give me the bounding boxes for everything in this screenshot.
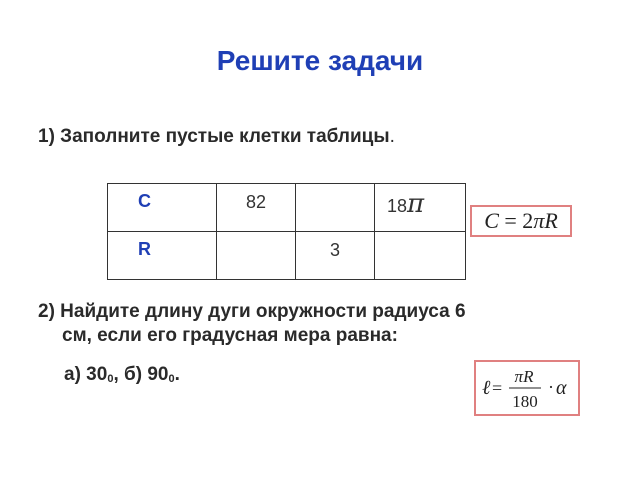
- task-2-line-1: 2) Найдите длину дуги окружности радиуса 6: [38, 301, 466, 322]
- table-row-r: [108, 232, 466, 280]
- degree-mark-b: 0: [168, 373, 175, 385]
- page-title: Решите задачи: [216, 45, 424, 76]
- arc-denominator: 180: [512, 392, 538, 411]
- arc-alpha: α: [556, 377, 567, 399]
- arc-numerator: πR: [514, 367, 534, 386]
- row-label-r: R: [108, 232, 217, 280]
- option-a: а) 30: [64, 364, 108, 385]
- values-table: [107, 183, 466, 280]
- row-label-c: C: [108, 184, 217, 232]
- cell-c-2: [296, 184, 375, 232]
- arc-times: ·: [548, 377, 554, 397]
- task-2-text: [38, 300, 598, 348]
- circumference-formula: [470, 205, 572, 237]
- cell-c-3-number: 18: [387, 196, 408, 216]
- task-1-period: .: [389, 126, 395, 147]
- table-row-c: [108, 184, 466, 232]
- arc-formula-svg: [476, 362, 578, 414]
- arc-lhs: ℓ: [482, 377, 491, 399]
- task-1-text: [38, 126, 395, 148]
- cell-c-1: 82: [217, 184, 296, 232]
- options-period: .: [174, 364, 180, 385]
- degree-mark-a: 0: [107, 373, 114, 385]
- task-1-label: 1) Заполните пустые клетки таблицы: [38, 126, 390, 147]
- arc-length-formula: [474, 360, 580, 416]
- cell-r-1: [217, 232, 296, 280]
- cell-r-2: 3: [296, 232, 375, 280]
- task-2-line-2: см, если его градусная мера равна:: [62, 325, 398, 346]
- cell-c-3: [375, 184, 466, 232]
- pi-symbol: π: [407, 189, 425, 219]
- formula-eq-2: = 2: [498, 208, 534, 233]
- cell-r-3: [375, 232, 466, 280]
- formula-r: R: [544, 208, 558, 233]
- formula-pi: π: [533, 208, 545, 233]
- formula-c: C: [484, 208, 499, 233]
- task-2-options: [64, 364, 180, 386]
- option-b: , б) 90: [113, 364, 169, 385]
- arc-eq: =: [492, 378, 503, 398]
